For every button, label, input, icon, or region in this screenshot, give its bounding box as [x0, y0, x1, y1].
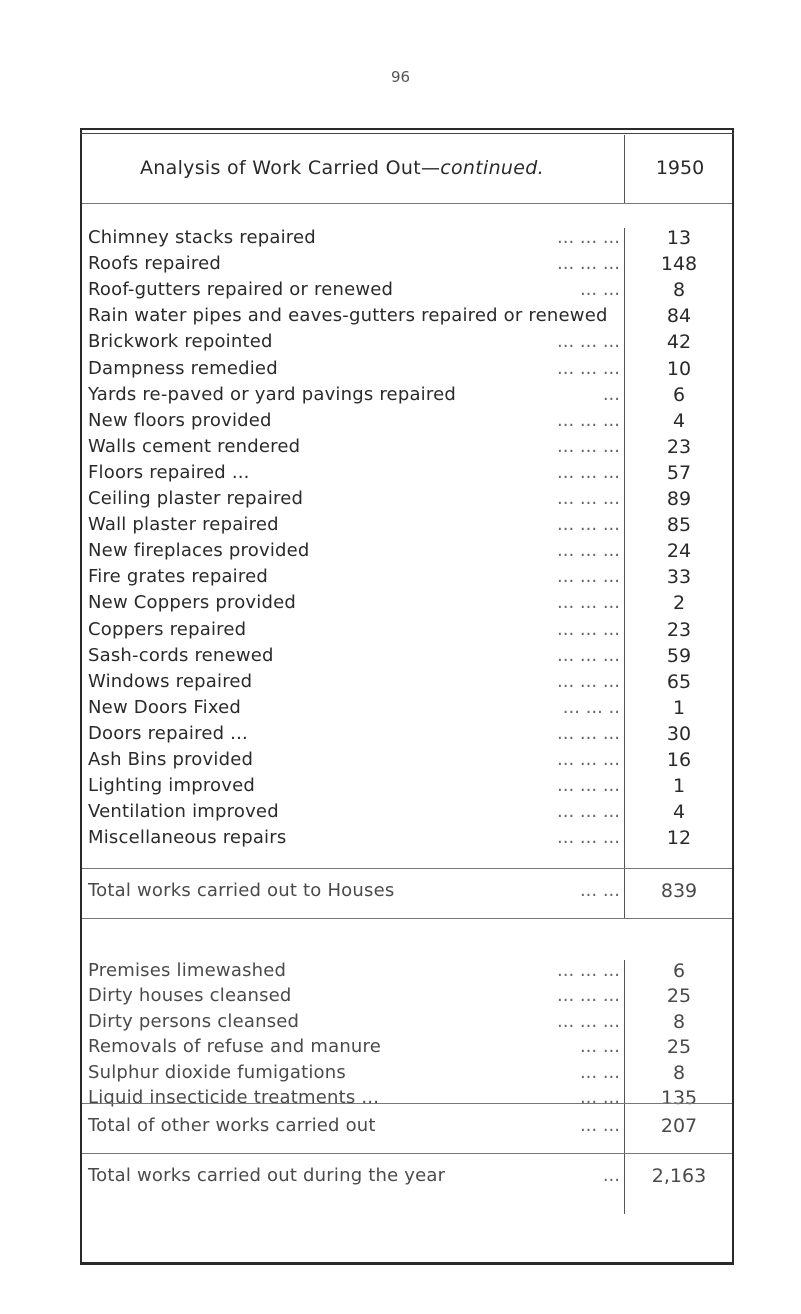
row-value: 8 [672, 279, 686, 302]
row-value: 24 [666, 540, 692, 563]
row-label: Coppers repaired [88, 618, 247, 640]
row-value: 89 [666, 488, 692, 510]
leader-dots: ... ... ... [557, 227, 620, 248]
table-row [88, 723, 730, 749]
table-row [88, 1036, 730, 1062]
leader-dots: ... ... ... [557, 540, 620, 562]
row-value: 6 [672, 960, 686, 982]
row-label: Dirty houses cleansed [88, 985, 292, 1007]
row-label: Miscellaneous repairs [88, 827, 287, 849]
row-value: 33 [666, 566, 692, 589]
row-label: Ash Bins provided [88, 749, 254, 770]
row-value: 59 [666, 644, 692, 667]
row-value: 57 [666, 461, 692, 484]
leader-dots: ... ... ... [557, 357, 620, 379]
table-row [88, 1011, 730, 1037]
houses-subtotal-rule [82, 868, 732, 869]
row-label: Chimney stacks repaired [88, 227, 316, 248]
row-label: Removals of refuse and manure [88, 1036, 382, 1058]
leader-dots: ... ... ... [557, 461, 620, 483]
row-value: 1 [672, 696, 686, 719]
row-value: 85 [666, 514, 692, 537]
row-label: Yards re-paved or yard pavings repaired [88, 383, 456, 405]
row-label: Premises limewashed [88, 960, 287, 981]
table-row [88, 827, 730, 853]
row-label: Ceiling plaster repaired [88, 488, 304, 509]
row-label: Total works carried out to Houses [88, 880, 395, 901]
row-label: Lighting improved [88, 775, 256, 797]
row-value: 2,163 [651, 1165, 707, 1187]
leader-dots: ... ... ... [557, 435, 620, 457]
table-row [88, 985, 730, 1011]
row-value: 16 [666, 749, 692, 771]
row-value: 135 [660, 1087, 698, 1109]
table-title-continued: continued. [440, 157, 544, 179]
row-value: 12 [666, 827, 692, 850]
leader-dots: ... ... [579, 880, 620, 901]
leader-dots: ... ... ... [557, 722, 620, 744]
row-value: 2 [672, 592, 686, 615]
other-total-rule [82, 1153, 732, 1154]
table-row [88, 540, 730, 566]
year-header: 1950 [655, 157, 705, 179]
leader-dots: ... ... ... [557, 960, 620, 981]
table-row [88, 410, 730, 436]
row-label: Brickwork repointed [88, 331, 273, 353]
table-row [88, 697, 730, 723]
table-row [88, 960, 730, 986]
leader-dots: ... ... ... [557, 827, 620, 849]
row-value: 148 [660, 253, 698, 276]
table-title [140, 157, 544, 179]
row-value: 23 [666, 435, 692, 458]
row-label: Windows repaired [88, 670, 253, 692]
row-value: 8 [672, 1061, 686, 1084]
leader-dots: ... ... [579, 1087, 620, 1108]
leader-dots: ... ... ... [557, 618, 620, 640]
leader-dots: ... ... ... [557, 592, 620, 614]
row-label: Total of other works carried out [88, 1115, 376, 1136]
leader-dots: ... ... ... [557, 1010, 620, 1032]
leader-dots: ... ... ... [557, 670, 620, 692]
table-row [88, 253, 730, 279]
row-label: New floors provided [88, 409, 272, 431]
table-row [88, 645, 730, 671]
header-rule [82, 203, 732, 204]
row-label: Total works carried out during the year [88, 1165, 446, 1186]
row-value: 23 [666, 618, 692, 641]
leader-dots: ... [602, 1165, 620, 1186]
row-label: Roof-gutters repaired or renewed [88, 279, 394, 301]
table-row [88, 384, 730, 410]
other-subtotal-rule [82, 1103, 732, 1104]
row-label: Doors repaired ... [88, 722, 248, 744]
row-value: 25 [666, 1036, 692, 1059]
leader-dots: ... ... [579, 1036, 620, 1058]
row-value: 65 [666, 670, 692, 693]
table-title-main: Analysis of Work Carried Out— [140, 157, 441, 179]
leader-dots: ... [602, 383, 620, 405]
row-value: 4 [672, 801, 686, 824]
leader-dots: ... ... [579, 1061, 620, 1083]
table-row [88, 801, 730, 827]
leader-dots: ... ... ... [557, 488, 620, 509]
leader-dots: ... ... [579, 279, 620, 301]
row-value: 839 [660, 880, 698, 902]
houses-total-rule [82, 918, 732, 919]
leader-dots: ... ... ... [557, 253, 620, 275]
table-row [88, 488, 730, 514]
table-row [88, 227, 730, 253]
leader-dots: ... ... .. [562, 696, 620, 718]
table-row [88, 592, 730, 618]
row-label: Sulphur dioxide fumigations [88, 1061, 346, 1083]
leader-dots: ... ... ... [557, 749, 620, 770]
row-label: Dirty persons cleansed [88, 1010, 300, 1032]
leader-dots: ... ... ... [557, 331, 620, 353]
row-value: 30 [666, 722, 692, 745]
row-label: Fire grates repaired [88, 566, 268, 588]
row-label: New fireplaces provided [88, 540, 310, 562]
row-label: New Doors Fixed [88, 696, 242, 718]
houses-total-row [88, 880, 730, 906]
row-label: Liquid insecticide treatments ... [88, 1087, 380, 1108]
row-label: Wall plaster repaired [88, 514, 279, 536]
row-value: 1 [672, 775, 686, 798]
leader-dots: ... ... ... [557, 644, 620, 666]
table-row [88, 514, 730, 540]
row-label: New Coppers provided [88, 592, 297, 614]
grand-total-row [88, 1165, 730, 1191]
row-value: 10 [666, 357, 692, 380]
row-value: 4 [672, 409, 686, 432]
leader-dots: ... ... ... [557, 409, 620, 431]
table-row [88, 331, 730, 357]
table-row [88, 358, 730, 384]
row-value: 207 [660, 1115, 698, 1137]
table-row [88, 305, 730, 331]
leader-dots: ... ... ... [557, 801, 620, 823]
table-row [88, 462, 730, 488]
table-row [88, 619, 730, 645]
table-top-rule [80, 133, 734, 134]
row-value: 84 [666, 305, 692, 328]
row-label: Roofs repaired [88, 253, 222, 275]
row-label: Rain water pipes and eaves-gutters repaired or renewed [88, 305, 608, 327]
table-row [88, 436, 730, 462]
table-row [88, 279, 730, 305]
row-label: Sash-cords renewed [88, 644, 274, 666]
row-value: 42 [666, 331, 692, 354]
row-value: 13 [666, 227, 692, 249]
leader-dots: ... ... ... [557, 985, 620, 1007]
leader-dots: ... ... [579, 1115, 620, 1136]
row-label: Dampness remedied [88, 357, 278, 379]
table-row [88, 566, 730, 592]
leader-dots: ... ... ... [557, 514, 620, 536]
table-row [88, 1087, 730, 1113]
page-number: 96 [390, 68, 411, 86]
row-value: 25 [666, 985, 692, 1008]
table-row [88, 1062, 730, 1088]
header-column-divider [624, 135, 625, 203]
leader-dots: ... ... ... [557, 566, 620, 588]
table-row [88, 671, 730, 697]
row-value: 8 [672, 1010, 686, 1033]
row-label: Floors repaired ... [88, 461, 250, 483]
other-total-row [88, 1115, 730, 1141]
row-value: 6 [672, 383, 686, 406]
table-row [88, 775, 730, 801]
leader-dots: ... ... ... [557, 775, 620, 797]
row-label: Ventilation improved [88, 801, 279, 823]
table-row [88, 749, 730, 775]
row-label: Walls cement rendered [88, 435, 301, 457]
